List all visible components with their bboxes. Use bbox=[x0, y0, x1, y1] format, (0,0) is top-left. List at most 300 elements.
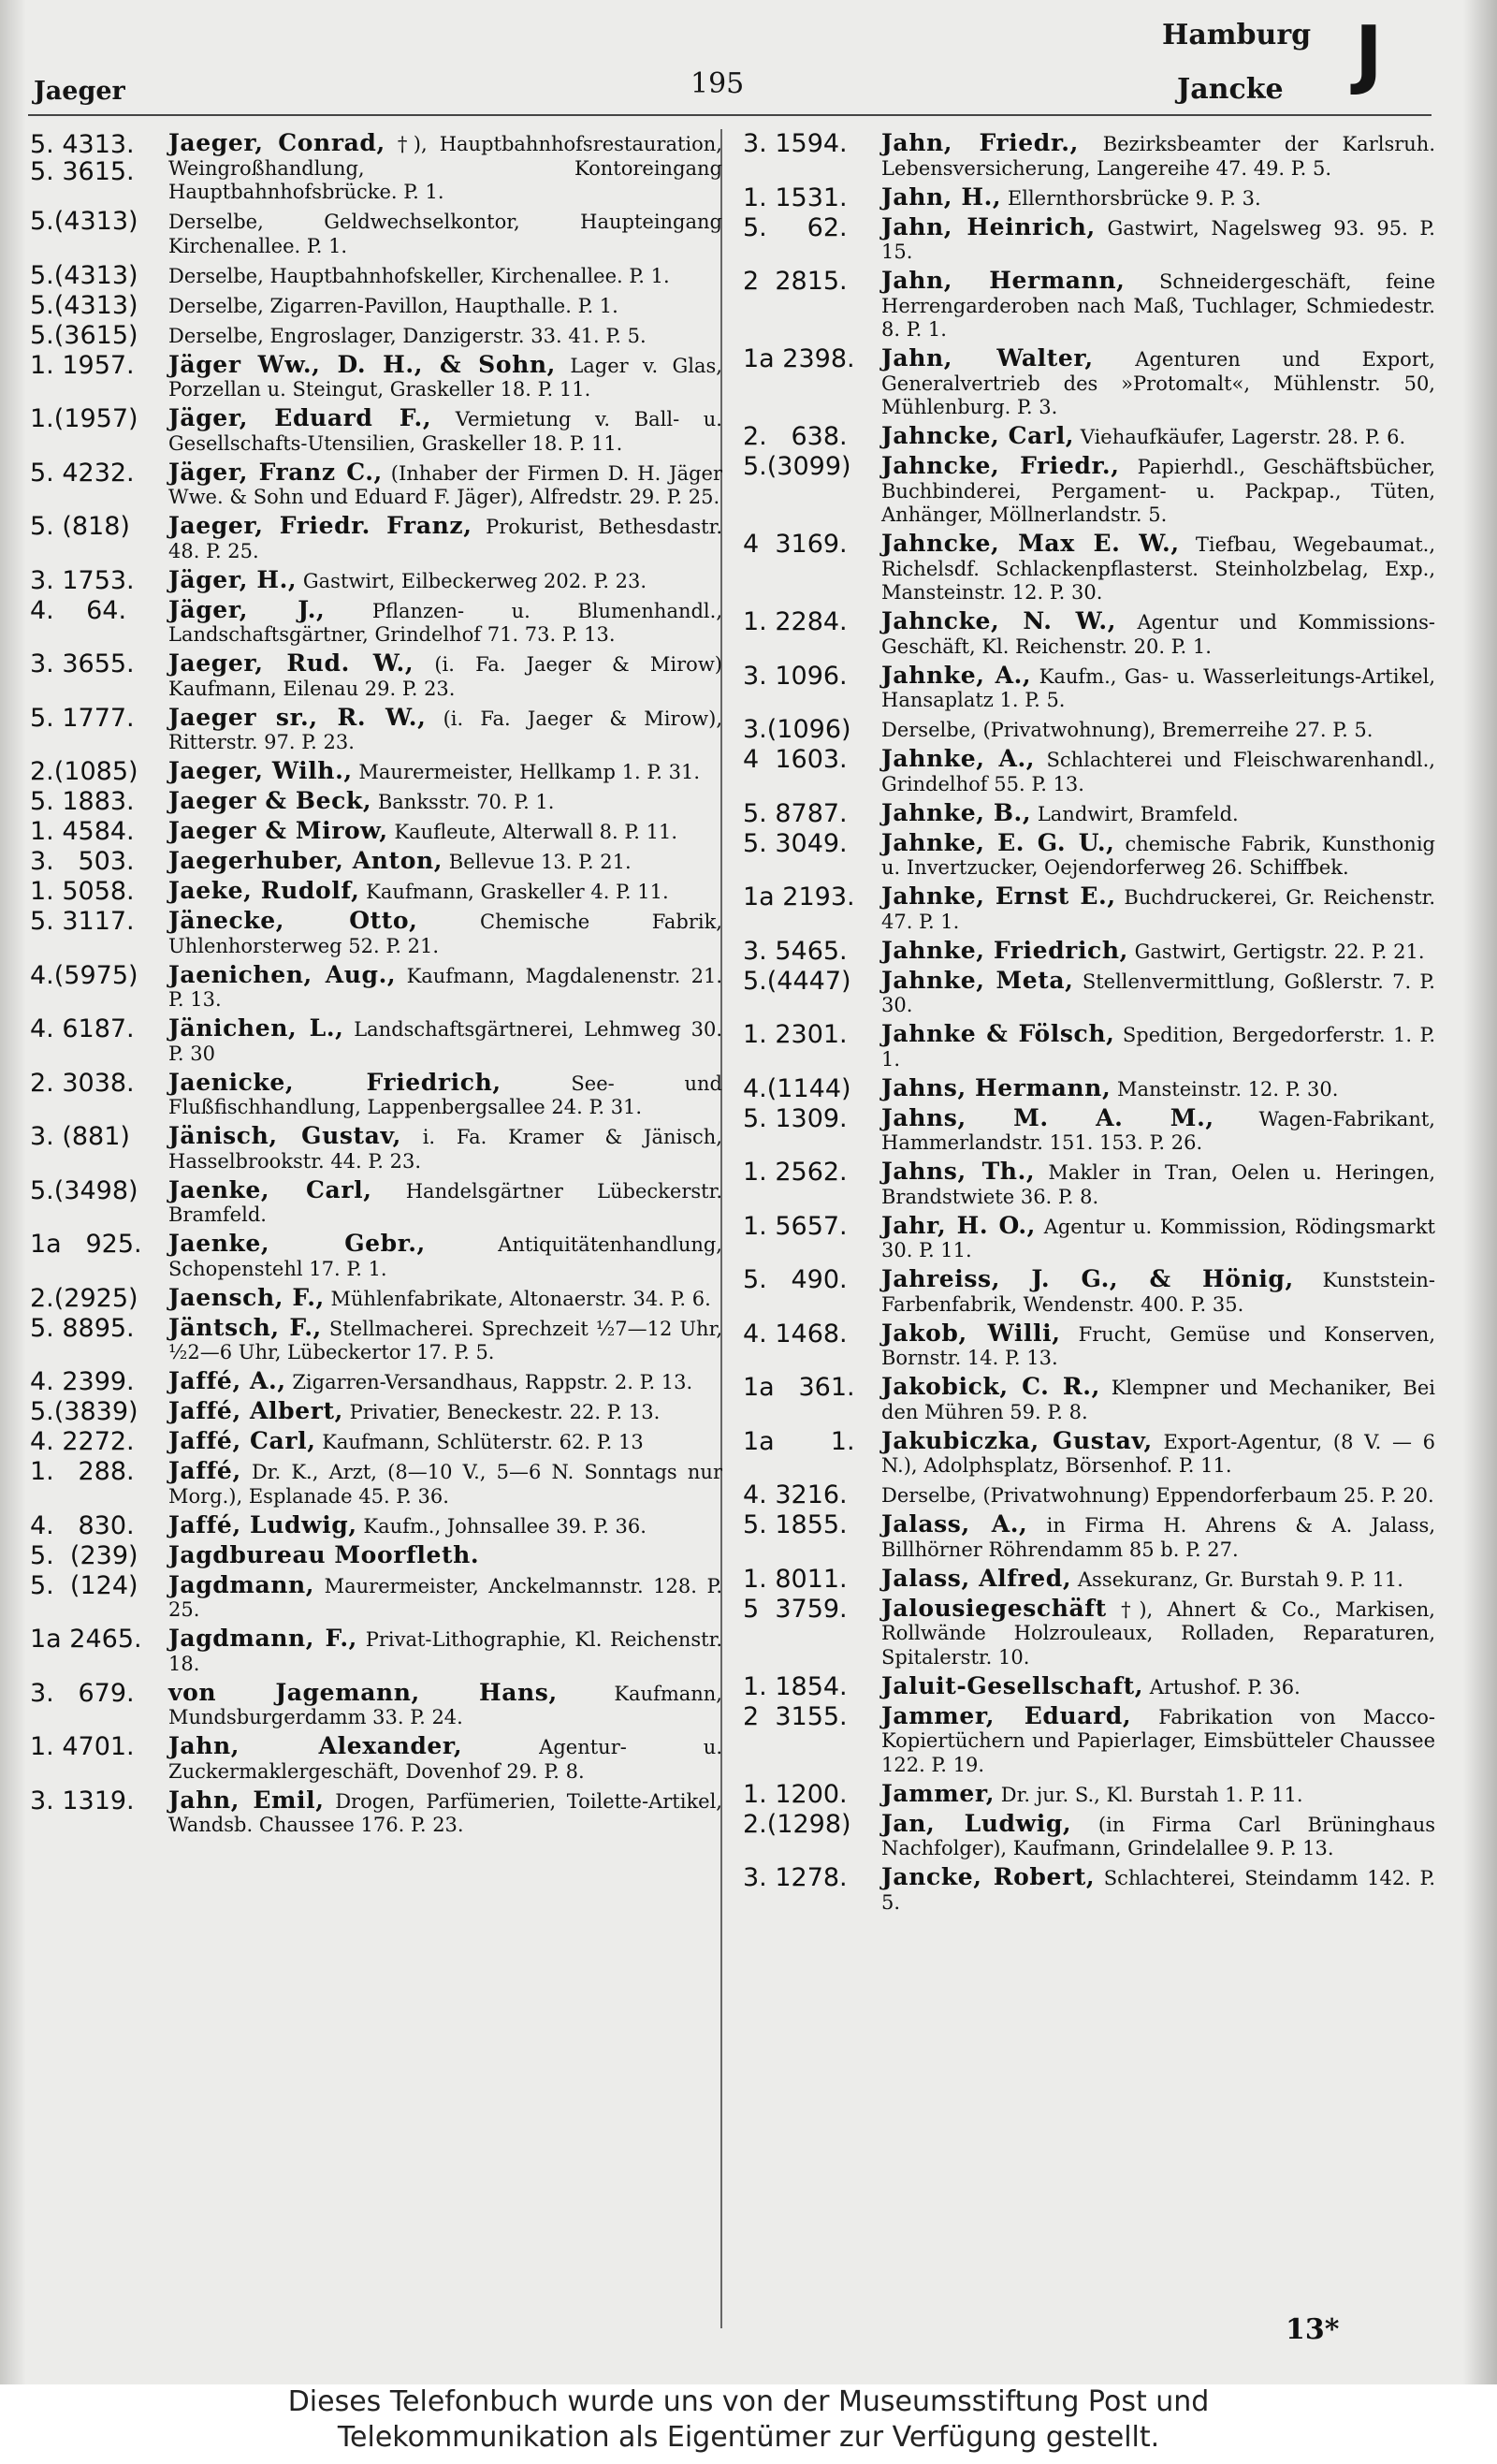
phone-number: 1. 1854. bbox=[743, 1671, 848, 1701]
signature-mark: 13* bbox=[1286, 2313, 1340, 2346]
phone-number: 4. 3216. bbox=[743, 1480, 848, 1509]
phone-number: 5. 3049. bbox=[743, 828, 848, 858]
subscriber-name: Jaeke, Rudolf, bbox=[168, 877, 360, 904]
subscriber-details: Privatier, Beneckestr. 22. P. 13. bbox=[349, 1401, 661, 1423]
subscriber-details: Landwirt, Bramfeld. bbox=[1037, 802, 1239, 825]
subscriber-details: Spedition, Bergedorferstr. 1. P. 1. bbox=[881, 1024, 1435, 1071]
subscriber-name: Jahnke, B., bbox=[881, 798, 1032, 826]
directory-entry bbox=[30, 960, 722, 1013]
subscriber-details: Agentur- u. Zuckermaklergeschäft, Dovenhof 29. P. 8. bbox=[168, 1736, 722, 1783]
directory-entry bbox=[30, 1540, 722, 1570]
phone-number: 1. 1531. bbox=[743, 182, 848, 212]
directory-entry bbox=[30, 1626, 722, 1676]
subscriber-name: Jahn, Alexander, bbox=[168, 1732, 463, 1759]
phone-number: 5. 8895. bbox=[30, 1313, 135, 1343]
phone-number: 1.(1957) bbox=[30, 404, 138, 433]
subscriber-name: Jancke, Robert, bbox=[881, 1863, 1096, 1890]
subscriber-details: Kaufmann, Mundsburgerdamm 33. P. 24. bbox=[168, 1682, 722, 1728]
subscriber-details: Makler in Tran, Oelen u. Heringen, Brandstwiete 36. P. 8. bbox=[881, 1161, 1435, 1208]
directory-entry bbox=[30, 1124, 722, 1174]
subscriber-details: Ellernthorsbrücke 9. P. 3. bbox=[1007, 186, 1261, 210]
subscriber-details: Gastwirt, Nagelsweg 93. 95. P. 15. bbox=[881, 216, 1435, 263]
subscriber-name: Jahnke, Friedrich, bbox=[881, 936, 1128, 964]
subscriber-details: Wagen-Fabrikant, Hammerlandstr. 151. 153. P. 26. bbox=[881, 1107, 1435, 1154]
phone-number: 5.(3099) bbox=[743, 452, 851, 481]
phone-number: 2 3155. bbox=[743, 1701, 848, 1731]
directory-entry bbox=[743, 1073, 1435, 1103]
subscriber-details: i. Fa. Kramer & Jänisch, Hasselbrookstr. 44. P. 23. bbox=[168, 1126, 722, 1173]
subscriber-details: Artushof. P. 36. bbox=[1149, 1675, 1301, 1699]
directory-entry bbox=[743, 1701, 1435, 1778]
directory-entry bbox=[743, 1022, 1435, 1072]
phone-number: 3. (881) bbox=[30, 1122, 130, 1151]
phone-number: 3. 1594. bbox=[743, 129, 848, 158]
phone-number: 1a 361. bbox=[743, 1373, 855, 1402]
phone-number: 2.(1298) bbox=[743, 1809, 851, 1839]
subscriber-name: Jaeger & Mirow, bbox=[168, 817, 388, 844]
subscriber-details: Banksstr. 70. P. 1. bbox=[377, 791, 555, 813]
phone-number: 1. 1200. bbox=[743, 1779, 848, 1809]
directory-entry bbox=[743, 663, 1435, 713]
phone-number: 5.(4313) bbox=[30, 290, 138, 320]
subscriber-name: Jänecke, Otto, bbox=[168, 907, 418, 934]
subscriber-name: Jaenke, Carl, bbox=[168, 1175, 372, 1203]
directory-entry bbox=[743, 828, 1435, 881]
directory-entry bbox=[743, 966, 1435, 1018]
subscriber-details: †), Hauptbahnhofsrestauration, Weingroßhandlung, Kontoreingang Hauptbahnhofsbrücke. P. 1. bbox=[168, 133, 722, 203]
subscriber-details: Bezirksbeamter der Karlsruh. Lebensversicherung, Langereihe 47. 49. P. 5. bbox=[881, 133, 1435, 180]
phone-number: 2 2815. bbox=[743, 267, 848, 296]
subscriber-details: in Firma H. Ahrens & A. Jalass, Billhörner Röhrendamm 85 b. P. 27. bbox=[881, 1514, 1435, 1561]
phone-number: 1. 4584. bbox=[30, 817, 135, 846]
subscriber-details: Kaufleute, Alterwall 8. P. 11. bbox=[394, 821, 677, 843]
phone-number: 5.(3498) bbox=[30, 1175, 138, 1205]
subscriber-details: Agentur und Kommissions-Geschäft, Kl. Reichenstr. 20. P. 1. bbox=[881, 611, 1435, 658]
directory-entry bbox=[30, 703, 722, 755]
page-edge-shadow-right bbox=[1463, 0, 1497, 2384]
directory-entry bbox=[743, 1159, 1435, 1209]
phone-number: 5. 4313. 5. 3615. bbox=[30, 130, 135, 186]
subscriber-details: Handelsgärtner Lübeckerstr. Bramfeld. bbox=[168, 1179, 722, 1226]
subscriber-details: Kaufmann, Schlüterstr. 62. P. 13 bbox=[322, 1431, 644, 1453]
subscriber-details: Landschaftsgärtnerei, Lehmweg 30. P. 30 bbox=[168, 1018, 722, 1065]
phone-number: 5. 1309. bbox=[743, 1103, 848, 1133]
directory-entry bbox=[743, 798, 1435, 828]
phone-number: 4.(1144) bbox=[743, 1073, 851, 1103]
directory-entry bbox=[30, 849, 722, 875]
subscriber-details: Chemische Fabrik, Uhlenhorsterweg 52. P. 21. bbox=[168, 911, 722, 957]
subscriber-name: Jakob, Willi, bbox=[881, 1319, 1061, 1347]
subscriber-name: Jahnke, A., bbox=[881, 745, 1036, 772]
directory-entry bbox=[30, 1283, 722, 1313]
directory-entry bbox=[743, 1865, 1435, 1915]
phone-number: 5.(3615) bbox=[30, 320, 138, 350]
subscriber-name: Jahn, H., bbox=[881, 182, 1002, 211]
phone-number: 1. 288. bbox=[30, 1457, 135, 1486]
phone-number: 5. 62. bbox=[743, 212, 848, 242]
phone-number: 3. 1096. bbox=[743, 661, 848, 691]
directory-entry bbox=[30, 514, 722, 563]
subscriber-name: Jalousiegeschäft bbox=[881, 1594, 1107, 1622]
subscriber-name: Jaffé, Albert, bbox=[168, 1397, 343, 1424]
subscriber-details: Pflanzen- u. Blumenhandl., Landschaftsgärtner, Grindelhof 71. 73. P. 13. bbox=[168, 599, 722, 646]
subscriber-details: Mansteinstr. 12. P. 30. bbox=[1116, 1077, 1339, 1101]
subscriber-details: Drogen, Parfümerien, Toilette-Artikel, Wandsb. Chaussee 176. P. 23. bbox=[168, 1789, 722, 1836]
subscriber-name: Jaeger, Friedr. Franz, bbox=[168, 512, 472, 539]
header-section-letter: J bbox=[1355, 10, 1383, 97]
subscriber-name: Jäger, H., bbox=[168, 565, 298, 593]
phone-number: 5.(4313) bbox=[30, 207, 138, 236]
subscriber-name: Jahnke, Meta, bbox=[881, 966, 1074, 994]
subscriber-details: Viehaufkäufer, Lagerstr. 28. P. 6. bbox=[1080, 426, 1406, 448]
subscriber-name: Jahnke, E. G. U., bbox=[881, 828, 1115, 856]
directory-entry bbox=[30, 1788, 722, 1838]
directory-entry bbox=[30, 1399, 722, 1425]
phone-number: 1. 2301. bbox=[743, 1020, 848, 1049]
directory-entry bbox=[743, 1564, 1435, 1594]
directory-entry bbox=[743, 212, 1435, 265]
subscriber-details: (in Firma Carl Brüninghaus Nachfolger), Kaufmann, Grindelallee 9. P. 13. bbox=[881, 1813, 1435, 1859]
subscriber-details: Mühlenfabrikate, Altonaerstr. 34. P. 6. bbox=[330, 1287, 711, 1310]
subscriber-details: Fabrikation von Macco-Kopiertüchern und Papierlager, Eimsbütteler Chaussee 122. P. 19. bbox=[881, 1705, 1435, 1776]
directory-entry bbox=[743, 1426, 1435, 1479]
phone-number: 5.(4447) bbox=[743, 966, 851, 996]
directory-entry bbox=[743, 1321, 1435, 1371]
directory-entry bbox=[30, 460, 722, 510]
subscriber-details: Stellmacherei. Sprechzeit ½7—12 Uhr, ½2—6 Uhr, Lübeckertor 17. P. 5. bbox=[168, 1317, 722, 1363]
subscriber-details: Derselbe, Zigarren-Pavillon, Haupthalle. P. 1. bbox=[168, 294, 618, 317]
subscriber-name: Jahn, Heinrich, bbox=[881, 212, 1096, 241]
phone-number: 3. 1753. bbox=[30, 565, 135, 595]
phone-number: 5 3759. bbox=[743, 1594, 848, 1624]
directory-entry bbox=[30, 595, 722, 648]
phone-number: 1a 1. bbox=[743, 1426, 855, 1456]
directory-entry bbox=[30, 1734, 722, 1784]
subscriber-details: (i. Fa. Jaeger & Mirow), Ritterstr. 97. P. 23. bbox=[168, 707, 722, 753]
phone-number: 1. 4701. bbox=[30, 1732, 135, 1761]
subscriber-name: Jaeger, Rud. W., bbox=[168, 649, 414, 677]
phone-number: 4. 2399. bbox=[30, 1367, 135, 1396]
subscriber-name: Jahn, Hermann, bbox=[881, 267, 1126, 294]
phone-number: 5. 8787. bbox=[743, 798, 848, 828]
subscriber-name: Jagdmann, F., bbox=[168, 1625, 357, 1652]
subscriber-details: Agentur u. Kommission, Rödingsmarkt 30. P. 11. bbox=[881, 1215, 1435, 1261]
directory-entry bbox=[30, 879, 722, 905]
phone-number: 5. 490. bbox=[743, 1265, 848, 1294]
subscriber-name: Jäger, Franz C., bbox=[168, 458, 383, 486]
directory-entry bbox=[30, 1510, 722, 1540]
credit-footer bbox=[0, 2384, 1497, 2464]
directory-entry bbox=[743, 1267, 1435, 1317]
directory-entry bbox=[743, 1375, 1435, 1424]
phone-number: 4. 1468. bbox=[743, 1319, 848, 1349]
directory-entry bbox=[743, 1103, 1435, 1156]
subscriber-name: Jahns, M. A. M., bbox=[881, 1103, 1214, 1131]
phone-number: 2.(2925) bbox=[30, 1283, 138, 1313]
subscriber-details: Dr. K., Arzt, (8—10 V., 5—6 N. Sonntags nur Morg.), Esplanade 45. P. 36. bbox=[168, 1461, 722, 1508]
subscriber-name: Jahncke, Carl, bbox=[881, 422, 1075, 449]
subscriber-name: Jakobick, C. R., bbox=[881, 1373, 1100, 1400]
phone-number: 3.(1096) bbox=[743, 715, 851, 744]
subscriber-name: Jaeger & Beck, bbox=[168, 787, 372, 814]
directory-entry bbox=[743, 424, 1435, 450]
subscriber-name: Jahn, Friedr., bbox=[881, 129, 1079, 156]
phone-number: 1. 2284. bbox=[743, 607, 848, 636]
subscriber-name: Jagdbureau Moorfleth. bbox=[168, 1540, 480, 1568]
directory-entry bbox=[743, 1512, 1435, 1562]
subscriber-details: Schlachterei, Steindamm 142. P. 5. bbox=[881, 1867, 1435, 1914]
phone-number: 1a 925. bbox=[30, 1230, 142, 1259]
directory-entry bbox=[743, 1671, 1435, 1701]
phone-number: 3. 1319. bbox=[30, 1786, 135, 1815]
phone-number: 4 3169. bbox=[743, 530, 848, 559]
phone-number: 1a 2193. bbox=[743, 882, 855, 911]
phone-number: 1. 1957. bbox=[30, 350, 135, 380]
phone-number: 4 1603. bbox=[743, 745, 848, 774]
left-column bbox=[30, 131, 722, 1842]
phone-number: 4. 64. bbox=[30, 595, 127, 625]
subscriber-name: Jahr, H. O., bbox=[881, 1211, 1036, 1239]
subscriber-details: Derselbe, (Privatwohnung), Bremerreihe 27. P. 5. bbox=[881, 719, 1373, 741]
directory-entry bbox=[30, 1313, 722, 1365]
subscriber-name: Jan, Ludwig, bbox=[881, 1809, 1072, 1837]
phone-number: 1a 2465. bbox=[30, 1625, 142, 1654]
subscriber-details: Derselbe, (Privatwohnung) Eppendorferbaum 25. P. 20. bbox=[881, 1484, 1434, 1507]
subscriber-details: Gastwirt, Gertigstr. 22. P. 21. bbox=[1134, 940, 1425, 963]
phone-number: 5.(3839) bbox=[30, 1397, 138, 1426]
phone-number: 4. 830. bbox=[30, 1510, 135, 1540]
subscriber-name: Jakubiczka, Gustav, bbox=[881, 1426, 1153, 1454]
phone-number: 1a 2398. bbox=[743, 344, 855, 373]
subscriber-details: (i. Fa. Jaeger & Mirow) Kaufmann, Eilenau 29. P. 23. bbox=[168, 653, 722, 700]
subscriber-details: Derselbe, Geldwechselkontor, Haupteingang Kirchenallee. P. 1. bbox=[168, 211, 722, 257]
subscriber-name: Jaeger, Conrad, bbox=[168, 129, 385, 156]
directory-entry bbox=[30, 759, 722, 785]
directory-entry bbox=[30, 1459, 722, 1509]
subscriber-name: Jahns, Th., bbox=[881, 1158, 1036, 1185]
subscriber-details: See- und Flußfischhandlung, Lappenbergsallee 24. P. 31. bbox=[168, 1072, 722, 1118]
directory-entry bbox=[743, 1211, 1435, 1263]
subscriber-details: (Inhaber der Firmen D. H. Jäger Wwe. & Sohn und Eduard F. Jäger), Alfredstr. 29. P. 25. bbox=[168, 461, 723, 508]
phone-number: 2.(1085) bbox=[30, 757, 138, 786]
phone-number: 3. 3655. bbox=[30, 649, 135, 678]
right-column bbox=[743, 131, 1435, 1919]
page-edge-shadow-left bbox=[0, 0, 26, 2384]
phone-number: 5. (124) bbox=[30, 1570, 138, 1600]
subscriber-name: Jaeger sr., R. W., bbox=[168, 703, 427, 731]
subscriber-details: Frucht, Gemüse und Konserven, Bornstr. 14. P. 13. bbox=[881, 1322, 1435, 1369]
directory-entry bbox=[743, 609, 1435, 659]
directory-entry bbox=[743, 182, 1435, 212]
subscriber-details: Dr. jur. S., Kl. Burstah 1. P. 11. bbox=[1000, 1783, 1303, 1806]
directory-entry bbox=[30, 1570, 722, 1623]
subscriber-name: Jammer, Eduard, bbox=[881, 1701, 1132, 1729]
subscriber-name: Jäntsch, F., bbox=[168, 1313, 322, 1341]
subscriber-details: Kaufm., Gas- u. Wasserleitungs-Artikel, Hansaplatz 1. P. 5. bbox=[881, 664, 1436, 711]
subscriber-name: Jaffé, bbox=[168, 1457, 241, 1484]
subscriber-name: Jahreiss, J. G., & Hönig, bbox=[881, 1265, 1294, 1292]
phone-number: 4. 6187. bbox=[30, 1014, 135, 1043]
subscriber-name: Jahn, Walter, bbox=[881, 344, 1094, 372]
subscriber-details: Papierhdl., Geschäftsbücher, Buchbinderei, Pergament- u. Packpap., Tüten, Anhänger, Möllnerlandstr. 5. bbox=[881, 456, 1435, 526]
subscriber-details: Buchdruckerei, Gr. Reichenstr. 47. P. 1. bbox=[881, 886, 1436, 933]
subscriber-name: Jahncke, Max E. W., bbox=[881, 530, 1180, 557]
phone-number: 2. 3038. bbox=[30, 1068, 135, 1098]
directory-entry bbox=[743, 1482, 1435, 1509]
phone-number: 5. 1883. bbox=[30, 787, 135, 816]
phone-number: 3. 1278. bbox=[743, 1863, 848, 1892]
subscriber-name: Jahnke, A., bbox=[881, 661, 1032, 689]
subscriber-name: Jaffé, A., bbox=[168, 1367, 286, 1394]
subscriber-name: Jagdmann, bbox=[168, 1570, 315, 1598]
directory-entry bbox=[30, 1016, 722, 1066]
subscriber-name: von Jagemann, Hans, bbox=[168, 1678, 558, 1706]
phone-number: 4. 2272. bbox=[30, 1427, 135, 1456]
directory-entry bbox=[743, 454, 1435, 528]
subscriber-name: Jäger Ww., D. H., & Sohn, bbox=[168, 350, 556, 378]
directory-entry bbox=[30, 1068, 722, 1120]
phone-number: 5. 1855. bbox=[743, 1510, 848, 1539]
directory-entry bbox=[30, 909, 722, 958]
phone-number: 3. 5465. bbox=[743, 936, 848, 966]
subscriber-details: Agenturen und Export, Generalvertrieb des »Protomalt«, Mühlenstr. 50, Mühlenburg. P. 3. bbox=[881, 348, 1435, 418]
header-rule bbox=[28, 114, 1432, 116]
directory-entry bbox=[30, 819, 722, 845]
phone-number: 5. 1777. bbox=[30, 703, 135, 733]
phone-number: 1. 2562. bbox=[743, 1158, 848, 1187]
subscriber-name: Jalass, Alfred, bbox=[881, 1564, 1072, 1592]
phone-number: 5. 4232. bbox=[30, 458, 135, 488]
subscriber-name: Jaeger, Wilh., bbox=[168, 757, 353, 784]
directory-entry bbox=[30, 406, 722, 456]
subscriber-details: Maurermeister, Anckelmannstr. 128. P. 25. bbox=[168, 1574, 722, 1621]
subscriber-details: Gastwirt, Eilbeckerweg 202. P. 23. bbox=[302, 569, 647, 592]
subscriber-name: Jahncke, N. W., bbox=[881, 607, 1116, 634]
phone-number: 3. 679. bbox=[30, 1678, 135, 1708]
directory-entry bbox=[30, 131, 722, 205]
directory-entry bbox=[30, 290, 722, 320]
credit-line-2: Telekommunikation als Eigentümer zur Verfügung gestellt. bbox=[337, 2421, 1160, 2454]
directory-entry bbox=[30, 320, 722, 350]
subscriber-details: Prokurist, Bethesdastr. 48. P. 25. bbox=[168, 516, 722, 562]
phone-number: 1. 5058. bbox=[30, 877, 135, 906]
subscriber-name: Jahnke, Ernst E., bbox=[881, 882, 1116, 910]
subscriber-details: Vermietung v. Ball- u. Gesellschafts-Utensilien, Graskeller 18. P. 11. bbox=[168, 408, 722, 455]
directory-entry bbox=[30, 651, 722, 701]
subscriber-details: Kunststein-Farbenfabrik, Wendenstr. 400. P. 35. bbox=[881, 1269, 1435, 1316]
directory-entry bbox=[30, 1678, 722, 1730]
directory-entry bbox=[743, 717, 1435, 743]
directory-entry bbox=[30, 350, 722, 402]
subscriber-details: Export-Agentur, (8 V. — 6 N.), Adolphsplatz, Börsenhof. P. 11. bbox=[881, 1430, 1435, 1477]
page-number: 195 bbox=[690, 67, 745, 100]
directory-entry bbox=[30, 1369, 722, 1395]
directory-entry bbox=[743, 1779, 1435, 1809]
directory-entry bbox=[743, 1596, 1435, 1670]
directory-entry bbox=[743, 269, 1435, 343]
phone-number: 1. 8011. bbox=[743, 1564, 848, 1594]
subscriber-details: †), Ahnert & Co., Markisen, Rollwände Holzrouleaux, Rolladen, Reparaturen, Spitalerstr. 10. bbox=[881, 1597, 1435, 1669]
phone-number: 5.(4313) bbox=[30, 260, 138, 290]
subscriber-name: Jahns, Hermann, bbox=[881, 1073, 1112, 1101]
subscriber-details: chemische Fabrik, Kunsthonig u. Invertzucker, Oejendorferweg 26. Schiffbek. bbox=[881, 832, 1435, 879]
directory-entry bbox=[30, 1232, 722, 1281]
directory-entry bbox=[743, 884, 1435, 934]
subscriber-details: Klempner und Mechaniker, Bei den Mühren 59. P. 8. bbox=[881, 1377, 1435, 1423]
directory-entry bbox=[743, 346, 1435, 420]
phone-number: 2. 638. bbox=[743, 422, 848, 451]
subscriber-name: Jahnke & Fölsch, bbox=[881, 1020, 1115, 1047]
subscriber-name: Jaffé, Ludwig, bbox=[168, 1510, 357, 1538]
phone-number: 1. 5657. bbox=[743, 1211, 848, 1241]
subscriber-name: Jaluit-Gesellschaft, bbox=[881, 1671, 1144, 1699]
directory-entry bbox=[30, 209, 722, 258]
phone-number: 5. (818) bbox=[30, 512, 130, 541]
phone-number: 5. (239) bbox=[30, 1540, 138, 1570]
phone-number: 3. 503. bbox=[30, 847, 135, 876]
subscriber-details: Derselbe, Hauptbahnhofskeller, Kirchenallee. P. 1. bbox=[168, 264, 670, 287]
subscriber-details: Bellevue 13. P. 21. bbox=[448, 851, 632, 873]
subscriber-name: Jaenke, Gebr., bbox=[168, 1230, 426, 1257]
phone-number: 5. 3117. bbox=[30, 907, 135, 936]
subscriber-details: Zigarren-Versandhaus, Rappstr. 2. P. 13. bbox=[292, 1371, 693, 1393]
subscriber-details: Kaufmann, Magdalenenstr. 21. P. 13. bbox=[168, 964, 722, 1011]
subscriber-name: Jäger, Eduard F., bbox=[168, 404, 432, 431]
subscriber-details: Schlachterei und Fleischwarenhandl., Grindelhof 55. P. 13. bbox=[881, 749, 1435, 795]
header-city: Hamburg bbox=[1162, 19, 1312, 51]
header-left-keyword: Jaeger bbox=[34, 77, 125, 106]
subscriber-name: Jäger, J., bbox=[168, 595, 326, 623]
subscriber-details: Derselbe, Engroslager, Danzigerstr. 33. 41. P. 5. bbox=[168, 324, 647, 347]
subscriber-name: Jammer, bbox=[881, 1779, 996, 1807]
directory-entry bbox=[30, 260, 722, 290]
subscriber-name: Jahn, Emil, bbox=[168, 1786, 325, 1814]
subscriber-details: Kaufm., Johnsallee 39. P. 36. bbox=[363, 1514, 647, 1538]
directory-entry bbox=[743, 936, 1435, 966]
directory-entry bbox=[30, 1175, 722, 1228]
page-header bbox=[0, 0, 1497, 122]
subscriber-name: Jaensch, F., bbox=[168, 1283, 325, 1311]
subscriber-details: Privat-Lithographie, Kl. Reichenstr. 18. bbox=[168, 1628, 722, 1675]
subscriber-name: Jalass, A., bbox=[881, 1510, 1028, 1538]
subscriber-details: Maurermeister, Hellkamp 1. P. 31. bbox=[358, 761, 701, 783]
subscriber-details: Tiefbau, Wegebaumat., Richelsdf. Schlackenpflasterst. Steinholzbelag, Exp., Mansteinstr. 12. P. 30. bbox=[881, 533, 1435, 604]
subscriber-details: Assekuranz, Gr. Burstah 9. P. 11. bbox=[1077, 1567, 1403, 1591]
directory-entry bbox=[30, 789, 722, 815]
directory-entry bbox=[30, 565, 722, 595]
subscriber-name: Jaffé, Carl, bbox=[168, 1427, 316, 1454]
subscriber-details: Lager v. Glas, Porzellan u. Steingut, Graskeller 18. P. 11. bbox=[168, 354, 722, 401]
subscriber-details: Stellenvermittlung, Goßlerstr. 7. P. 30. bbox=[881, 970, 1435, 1016]
subscriber-name: Jaenichen, Aug., bbox=[168, 960, 397, 988]
subscriber-details: Kaufmann, Graskeller 4. P. 11. bbox=[366, 881, 669, 903]
subscriber-name: Jänichen, L., bbox=[168, 1014, 344, 1042]
subscriber-details: Schneidergeschäft, feine Herrengarderoben nach Maß, Tuchlager, Schmiedestr. 8. P. 1. bbox=[881, 270, 1435, 341]
subscriber-name: Jaegerhuber, Anton, bbox=[168, 847, 443, 874]
subscriber-name: Jaenicke, Friedrich, bbox=[168, 1068, 501, 1096]
subscriber-name: Jänisch, Gustav, bbox=[168, 1122, 401, 1149]
credit-line-1: Dieses Telefonbuch wurde uns von der Museumsstiftung Post und bbox=[287, 2385, 1210, 2418]
directory-entry bbox=[30, 1429, 722, 1455]
directory-entry bbox=[743, 131, 1435, 181]
subscriber-details: Antiquitätenhandlung, Schopenstehl 17. P. 1. bbox=[168, 1233, 722, 1280]
subscriber-name: Jahncke, Friedr., bbox=[881, 452, 1120, 479]
header-right-keyword: Jancke bbox=[1177, 73, 1284, 106]
directory-entry bbox=[743, 747, 1435, 796]
phone-number: 4.(5975) bbox=[30, 960, 138, 990]
directory-entry bbox=[743, 532, 1435, 605]
directory-entry bbox=[743, 1809, 1435, 1861]
